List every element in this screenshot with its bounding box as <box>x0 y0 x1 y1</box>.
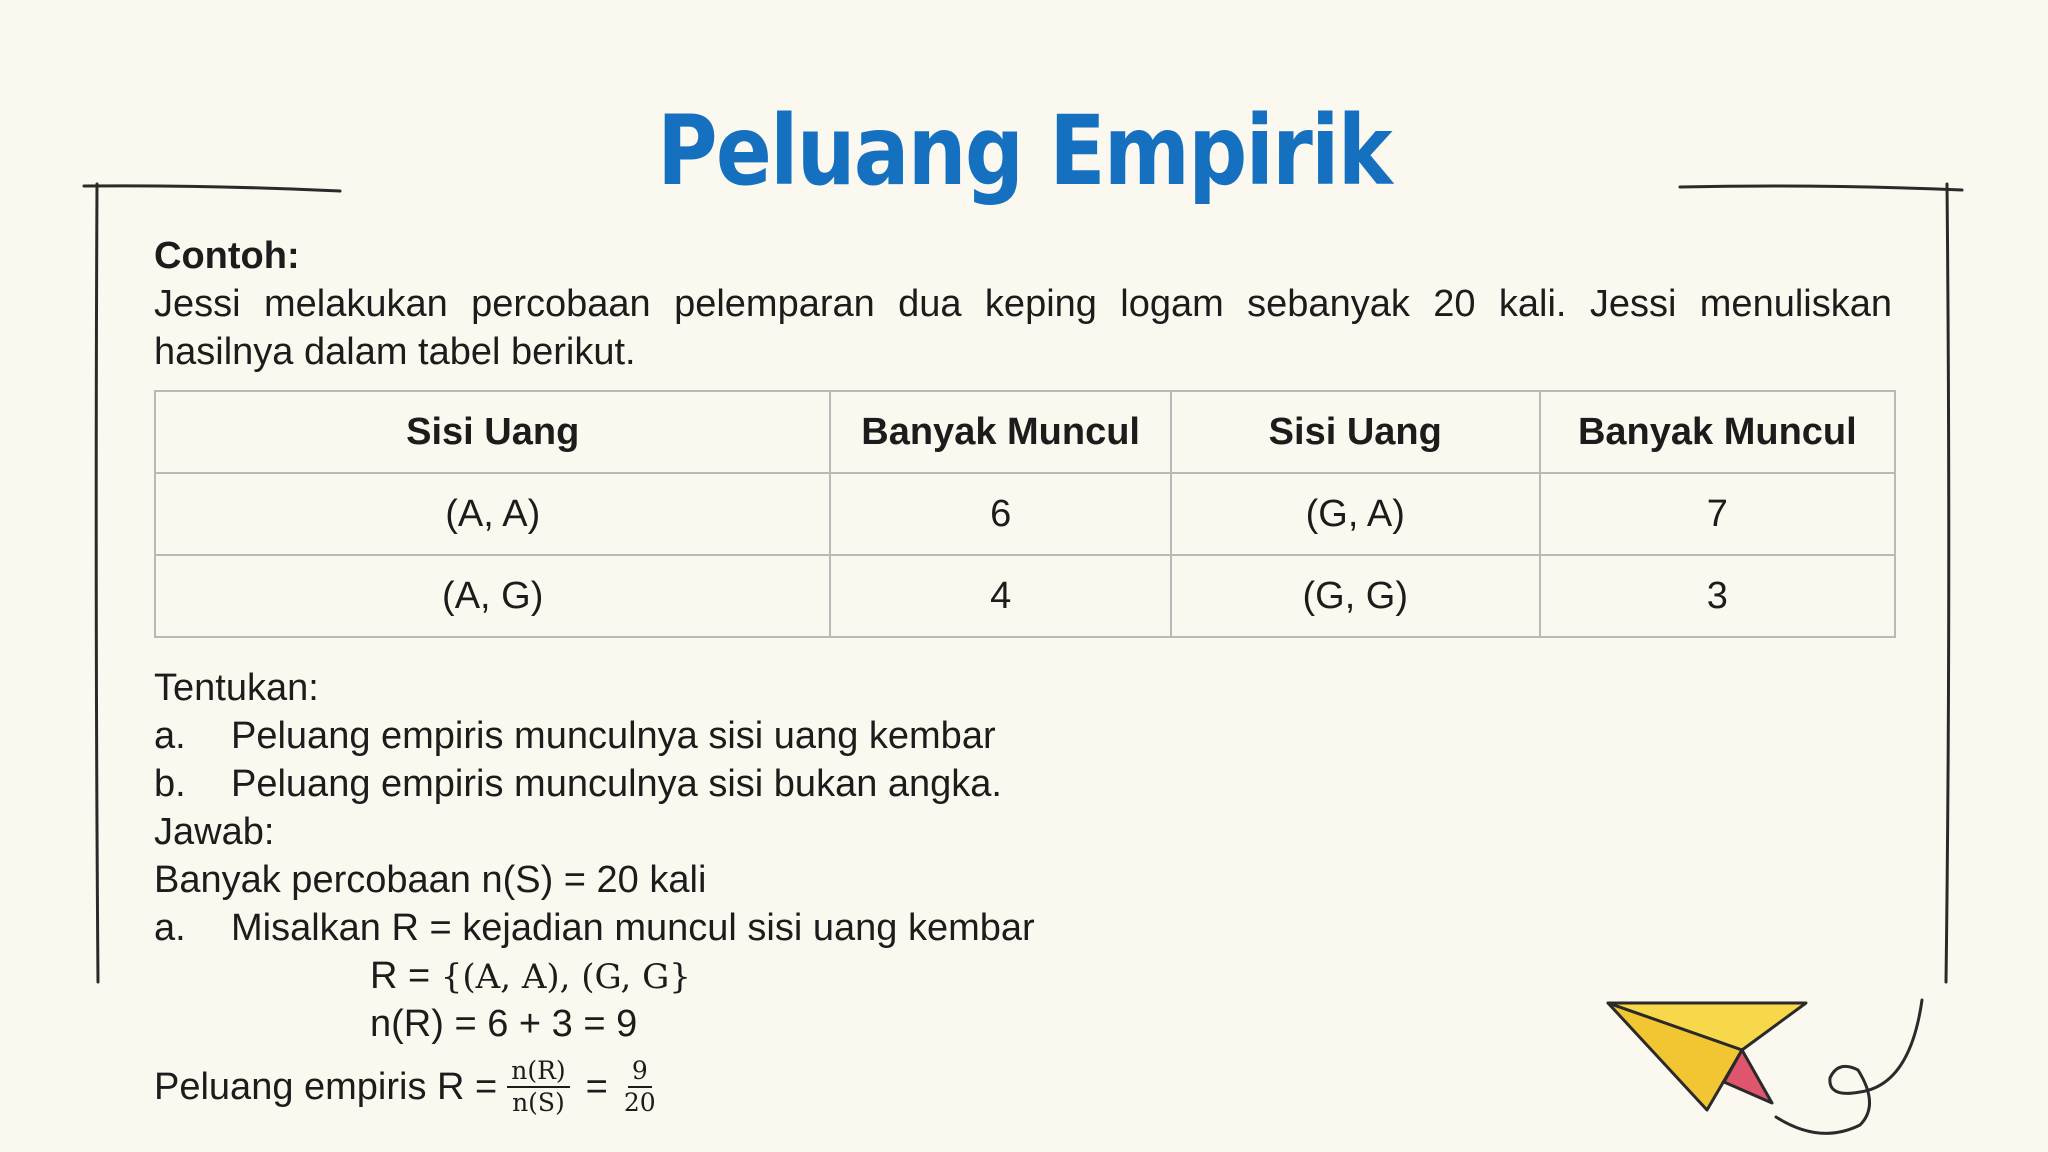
results-table <box>154 390 1896 638</box>
list-marker: a. <box>154 715 186 757</box>
example-heading: Contoh: <box>154 235 300 277</box>
task-label: Tentukan: <box>154 667 319 709</box>
table-row <box>155 473 1895 555</box>
content-area <box>154 232 1892 1122</box>
questions-section <box>154 664 1892 1122</box>
list-item-text: Peluang empiris munculnya sisi uang kembar <box>231 715 996 757</box>
table-header-row <box>155 391 1895 473</box>
set-prefix: R = <box>370 955 441 997</box>
table-cell: (A, G) <box>155 555 830 637</box>
table-header: Sisi Uang <box>155 391 830 473</box>
fraction <box>624 1056 656 1118</box>
fraction-numerator: 9 <box>628 1056 652 1088</box>
answer-label: Jawab: <box>154 811 275 853</box>
table-header: Sisi Uang <box>1171 391 1540 473</box>
list-item-text: Peluang empiris munculnya sisi bukan angka. <box>231 763 1002 805</box>
table-header: Banyak Muncul <box>830 391 1170 473</box>
probability-line <box>154 1052 1892 1122</box>
table-cell: 4 <box>830 555 1170 637</box>
table-row <box>155 555 1895 637</box>
example-text: Jessi melakukan percobaan pelemparan dua keping logam sebanyak 20 kali. Jessi menuliskan hasilnya dalam tabel berikut. <box>154 283 1892 373</box>
list-marker: a. <box>154 907 186 949</box>
page-title: Peluang Empirik <box>657 95 1391 207</box>
list-item <box>154 760 1892 808</box>
set-value: {(A, A), (G, G} <box>440 957 691 997</box>
list-item <box>154 712 1892 760</box>
table-header: Banyak Muncul <box>1540 391 1895 473</box>
equals-sign: = <box>585 1066 608 1108</box>
table-cell: 6 <box>830 473 1170 555</box>
list-item-text: Misalkan R = kejadian muncul sisi uang kembar <box>231 907 1035 949</box>
fraction-denominator: n(S) <box>512 1088 565 1117</box>
table-cell: (G, G) <box>1171 555 1540 637</box>
trials-line: Banyak percobaan n(S) = 20 kali <box>154 859 707 901</box>
fraction-numerator: n(R) <box>507 1056 569 1088</box>
table-cell: 3 <box>1540 555 1895 637</box>
list-item <box>154 904 1892 952</box>
count-line: n(R) = 6 + 3 = 9 <box>370 1003 638 1045</box>
fraction-denominator: 20 <box>623 1088 656 1117</box>
table-cell: 7 <box>1540 473 1895 555</box>
fraction <box>507 1056 569 1118</box>
probability-prefix: Peluang empiris R = <box>154 1066 498 1108</box>
table-cell: (G, A) <box>1171 473 1540 555</box>
set-line <box>154 952 1892 1000</box>
list-marker: b. <box>154 763 186 805</box>
table-cell: (A, A) <box>155 473 830 555</box>
